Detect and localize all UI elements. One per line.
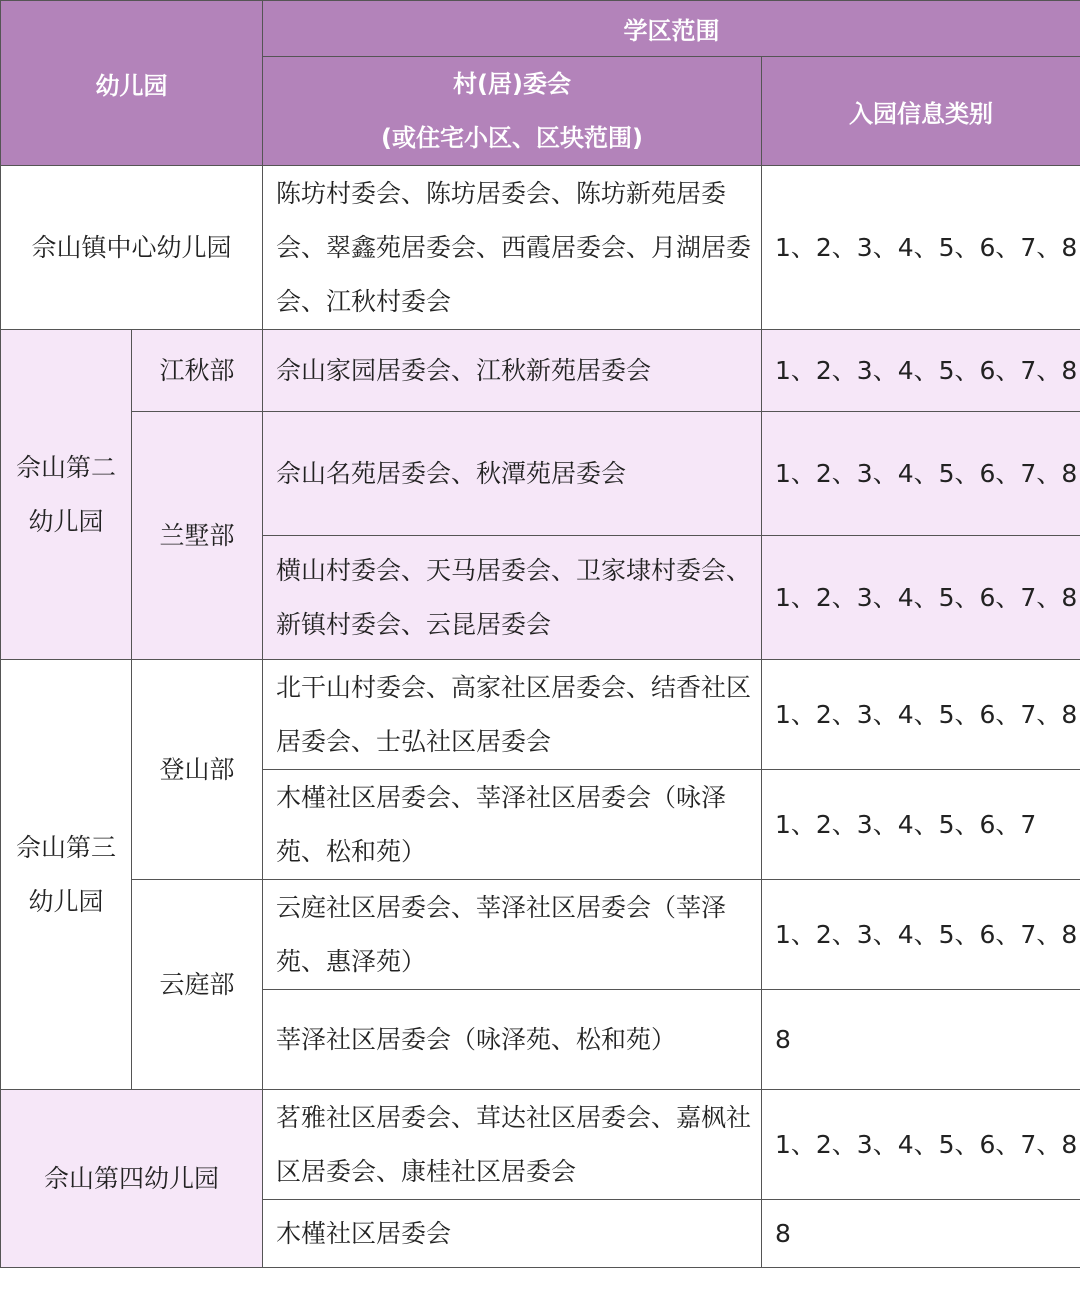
branch-name: 云庭部 bbox=[132, 880, 263, 1090]
category-cell: 8 bbox=[762, 1200, 1080, 1268]
committee-cell: 横山村委会、天马居委会、卫家埭村委会、新镇村委会、云昆居委会 bbox=[263, 536, 762, 660]
category-cell: 8 bbox=[762, 990, 1080, 1090]
committee-cell: 佘山名苑居委会、秋潭苑居委会 bbox=[263, 412, 762, 536]
committee-cell: 云庭社区居委会、莘泽社区居委会（莘泽苑、惠泽苑） bbox=[263, 880, 762, 990]
header-committee-line2: (或住宅小区、区块范围) bbox=[381, 124, 643, 152]
header-kindergarten: 幼儿园 bbox=[1, 1, 263, 166]
category-cell: 1、2、3、4、5、6、7、8 bbox=[762, 330, 1080, 412]
table-row bbox=[1, 1090, 1080, 1200]
kindergarten-name-text: 佘山第三幼儿园 bbox=[15, 832, 116, 916]
table-row bbox=[1, 412, 1080, 536]
committee-cell: 陈坊村委会、陈坊居委会、陈坊新苑居委会、翠鑫苑居委会、西霞居委会、月湖居委会、江秋村委会 bbox=[263, 166, 762, 330]
category-cell: 1、2、3、4、5、6、7、8 bbox=[762, 880, 1080, 990]
header-district-scope: 学区范围 bbox=[263, 1, 1080, 57]
committee-cell: 莘泽社区居委会（咏泽苑、松和苑） bbox=[263, 990, 762, 1090]
kindergarten-name-text: 佘山第二幼儿园 bbox=[15, 452, 116, 536]
kindergarten-name: 佘山第四幼儿园 bbox=[1, 1090, 263, 1268]
branch-name: 江秋部 bbox=[132, 330, 263, 412]
category-cell: 1、2、3、4、5、6、7、8 bbox=[762, 412, 1080, 536]
kindergarten-name: 佘山镇中心幼儿园 bbox=[1, 166, 263, 330]
table-row bbox=[1, 880, 1080, 990]
committee-cell: 北干山村委会、高家社区居委会、结香社区居委会、士弘社区居委会 bbox=[263, 660, 762, 770]
committee-cell: 佘山家园居委会、江秋新苑居委会 bbox=[263, 330, 762, 412]
category-cell: 1、2、3、4、5、6、7、8 bbox=[762, 660, 1080, 770]
header-committee bbox=[263, 57, 762, 166]
category-cell: 1、2、3、4、5、6、7 bbox=[762, 770, 1080, 880]
kindergarten-name bbox=[1, 330, 132, 660]
kindergarten-name bbox=[1, 660, 132, 1090]
category-cell: 1、2、3、4、5、6、7、8 bbox=[762, 1090, 1080, 1200]
committee-cell: 木槿社区居委会、莘泽社区居委会（咏泽苑、松和苑） bbox=[263, 770, 762, 880]
branch-name: 登山部 bbox=[132, 660, 263, 880]
table-row bbox=[1, 330, 1080, 412]
table-row bbox=[1, 660, 1080, 770]
header-committee-line1: 村(居)委会 bbox=[453, 70, 571, 98]
committee-cell: 木槿社区居委会 bbox=[263, 1200, 762, 1268]
branch-name: 兰墅部 bbox=[132, 412, 263, 660]
table-row bbox=[1, 166, 1080, 330]
committee-cell: 茗雅社区居委会、茸达社区居委会、嘉枫社区居委会、康桂社区居委会 bbox=[263, 1090, 762, 1200]
category-cell: 1、2、3、4、5、6、7、8 bbox=[762, 536, 1080, 660]
header-category: 入园信息类别 bbox=[762, 57, 1080, 166]
category-cell: 1、2、3、4、5、6、7、8 bbox=[762, 166, 1080, 330]
